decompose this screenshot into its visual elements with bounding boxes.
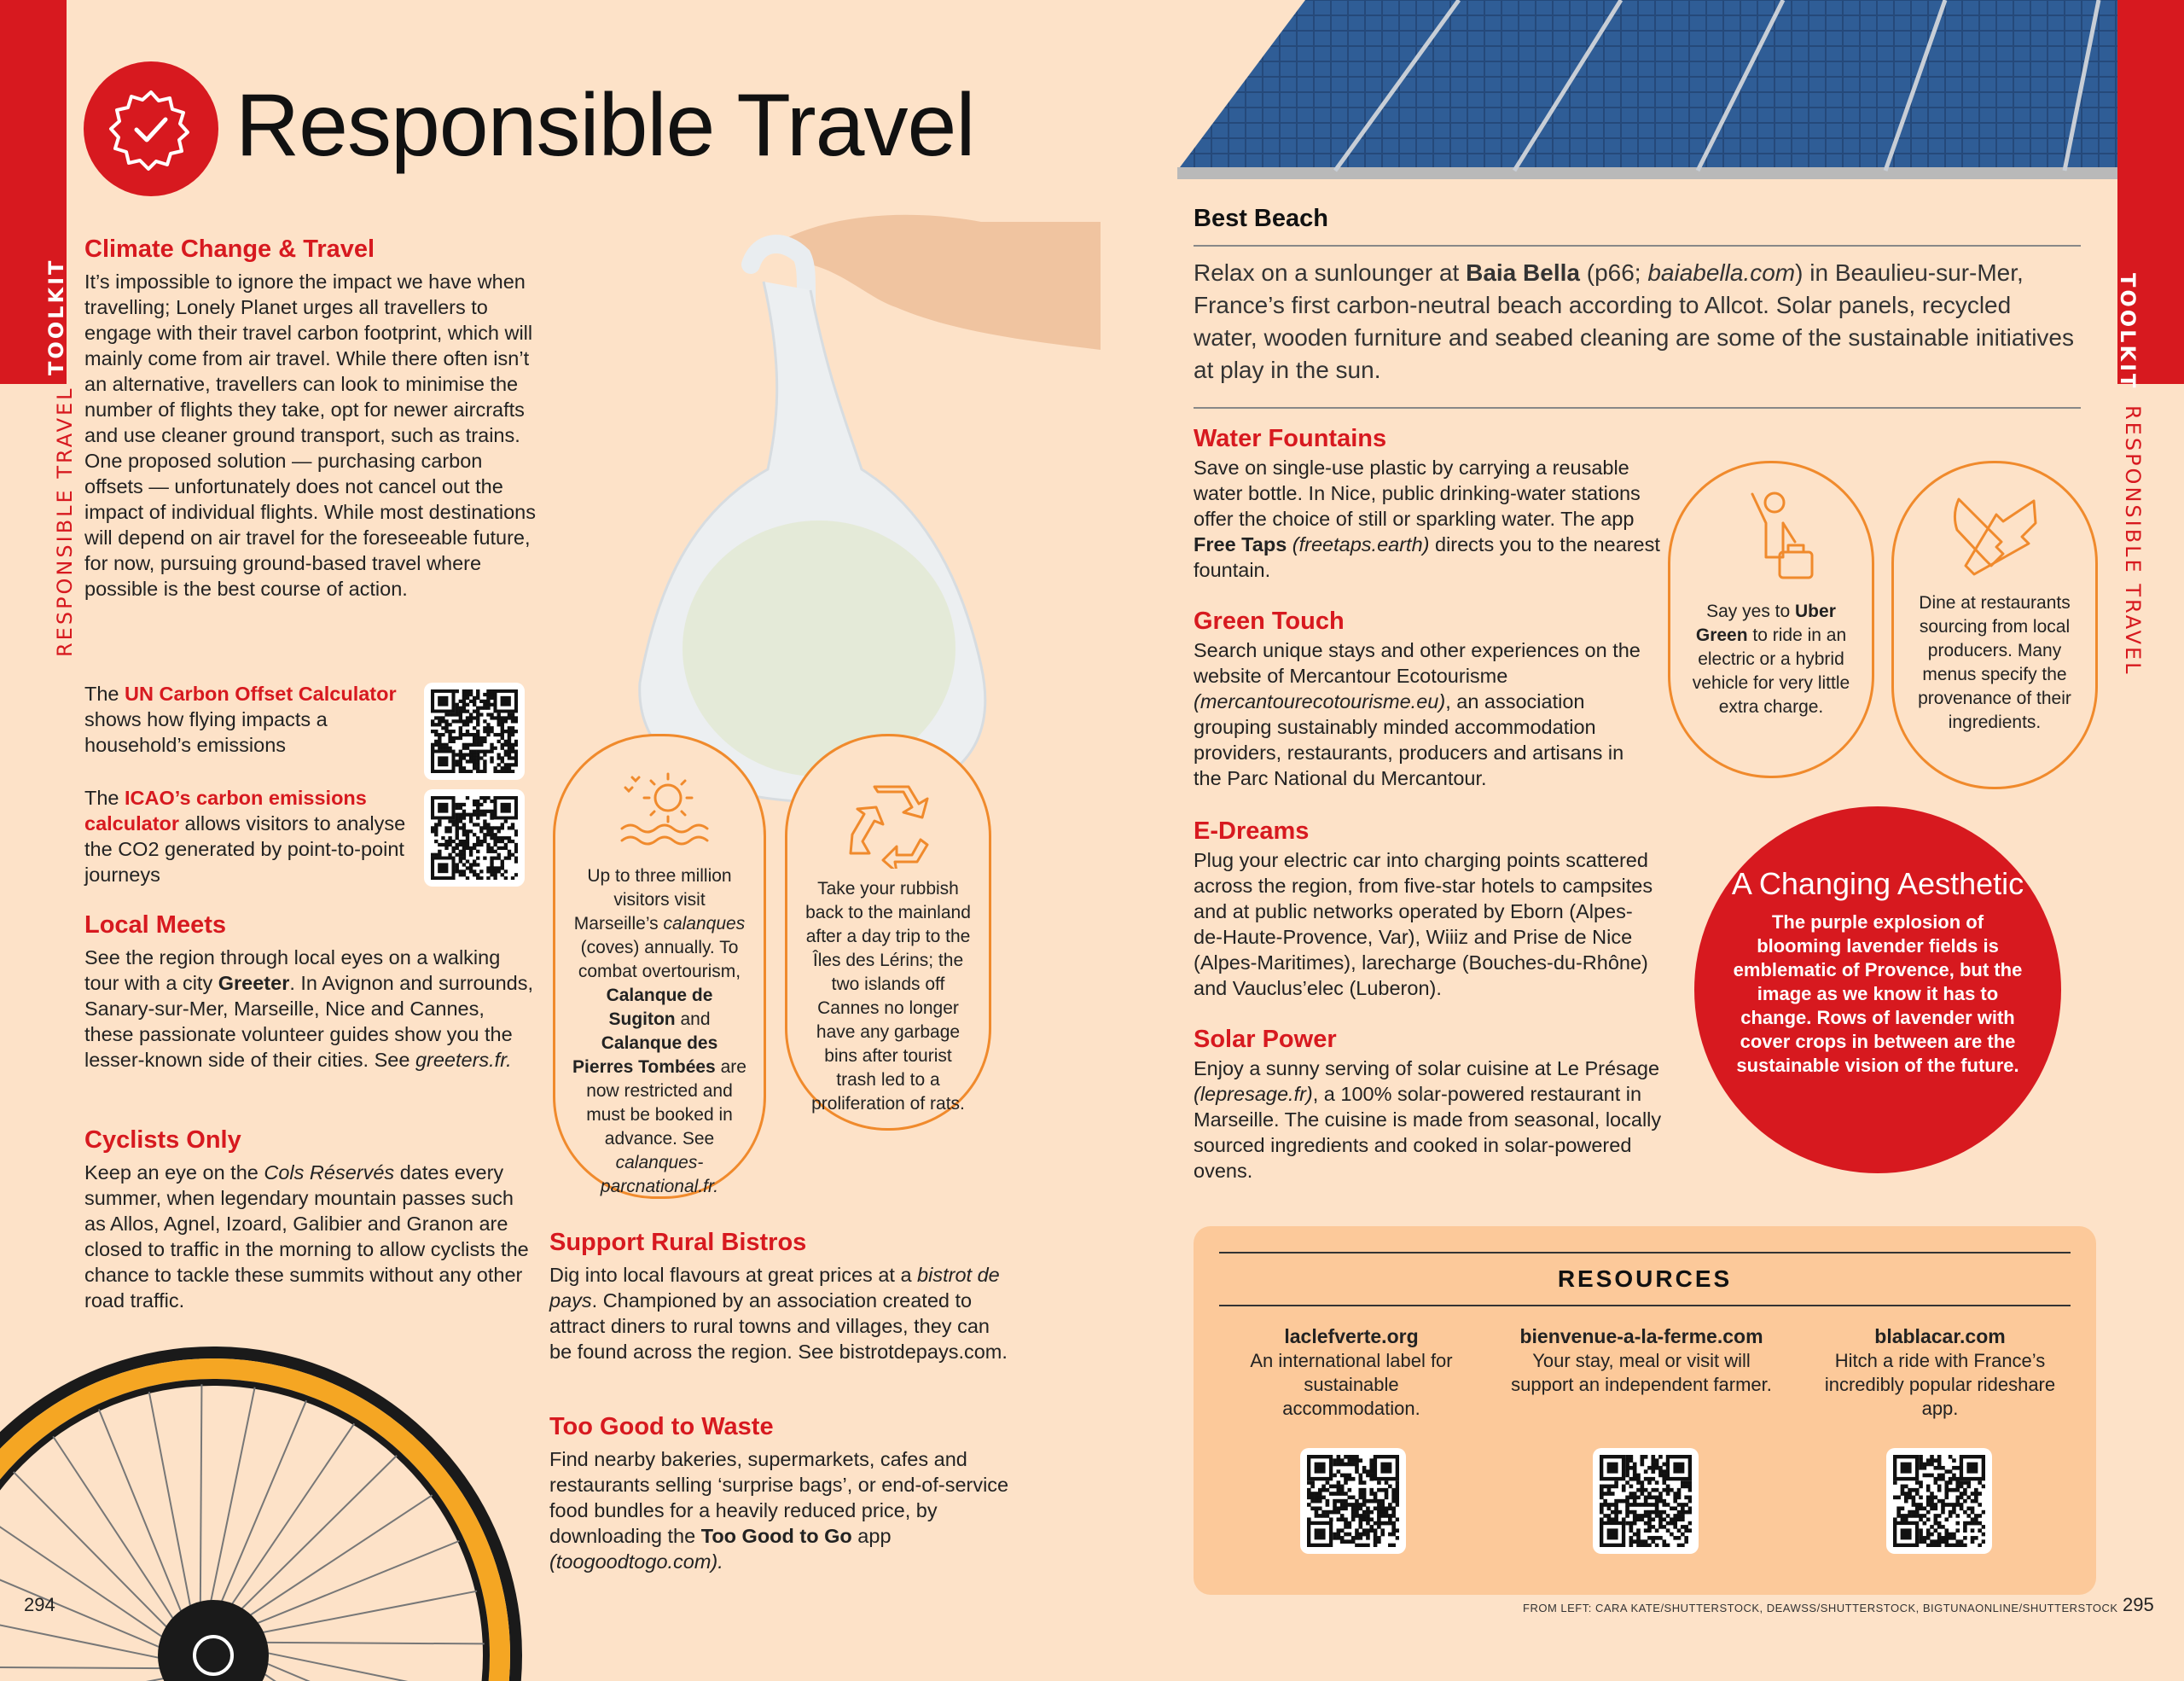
sun-waves-icon	[615, 762, 709, 856]
qr-code-un[interactable]	[424, 683, 525, 780]
solar-panel-image	[1177, 0, 2117, 179]
fountains-heading: Water Fountains	[1194, 425, 1387, 452]
resource-item: bienvenue-a-la-ferme.com Your stay, meal or visit will support an independent farmer.	[1511, 1325, 1772, 1395]
knife-fork-icon	[1950, 489, 2044, 583]
qr-code-blablacar[interactable]	[1886, 1448, 1992, 1554]
right-vertical-label: RESPONSIBLE TRAVEL	[2121, 405, 2145, 677]
recycle-icon	[844, 783, 938, 869]
right-tab-label: TOOLKIT	[2116, 273, 2140, 391]
resources-panel	[1194, 1226, 2096, 1595]
fountains-section: Water Fountains Save on single-use plastic by carrying a reusable water bottle. In Nice, public drinking-water stations offer the choice of still or sparkling water. The app Free Taps (freetaps.earth) directs you to the nearest fountain.	[1194, 425, 1667, 583]
calanques-circle: Up to three million visitors visit Marseille’s calanques (coves) annually. To combat overtourism, Calanque de Sugiton and Calanque des Pierres Tombées are now restricted and must be booked in advance. See calanques-parcnational.fr.	[553, 734, 766, 1199]
resource-site[interactable]: blablacar.com	[1874, 1325, 2006, 1347]
solar-heading: Solar Power	[1194, 1026, 1337, 1053]
page-number-left: 294	[24, 1594, 55, 1615]
dine-circle: Dine at restaurants sourcing from local producers. Many menus specify the provenance of their ingredients.	[1891, 461, 2098, 789]
photo-credits: FROM LEFT: CARA KATE/SHUTTERSTOCK, DEAWSS/SHUTTERSTOCK, BIGTUNAONLINE/SHUTTERSTOCK	[1523, 1602, 2118, 1614]
rubbish-circle: Take your rubbish back to the mainland after a day trip to the Îles des Lérins; the two islands off Cannes no longer have any garbage bins after tourist trash led to a proliferation of rats.	[785, 734, 991, 1131]
best-beach-section	[1194, 205, 2081, 409]
bistros-heading: Support Rural Bistros	[549, 1229, 807, 1256]
bistros-section: Support Rural Bistros Dig into local flavours at great prices at a bistrot de pays. Championed by an association created to attract diners to rural towns and villages, they can be found across the region. See bistrotdepays.com.	[549, 1229, 1014, 1364]
uber-green-circle: Say yes to Uber Green to ride in an electric or a hybrid vehicle for very little extra charge.	[1668, 461, 1874, 778]
qr-code-bienvenue[interactable]	[1593, 1448, 1699, 1554]
green-touch-heading: Green Touch	[1194, 608, 1345, 635]
left-vertical-label: RESPONSIBLE TRAVEL	[53, 386, 77, 657]
best-beach-body: Relax on a sunlounger at Baia Bella (p66; baiabella.com) in Beaulieu-sur-Mer, France’s first carbon-neutral beach according to Allcot. Solar panels, recycled water, wooden furniture and seabed cleaning are some of the sustainable initiatives at play in the sun.	[1194, 257, 2081, 409]
green-touch-section: Green Touch Search unique stays and other experiences on the website of Mercantour Ecotourisme (mercantourecotourisme.eu), an association grouping sustainably minded accommodation providers, restaurants, producers and artisans in the Parc National du Mercantour.	[1194, 608, 1654, 791]
page-title: Responsible Travel	[235, 76, 975, 175]
un-calculator-text: The UN Carbon Offset Calculator shows how flying impacts a household’s emissions	[84, 683, 397, 756]
aesthetic-circle	[1694, 806, 2061, 1173]
resource-site[interactable]: bienvenue-a-la-ferme.com	[1519, 1325, 1763, 1347]
edreams-heading: E-Dreams	[1194, 817, 1310, 845]
climate-body: It’s impossible to ignore the impact we have when travelling; Lonely Planet urges all travellers to engage with their travel carbon footprint, which will mainly come from air travel. While there often isn’t an alternative, travellers can look to minimise the number of flights they take, opt for newer aircrafts and use cleaner ground transport, such as trains. One proposed solution — purchasing carbon offsets — unfortunately does not cancel out the impact of individual flights. While most destinations will depend on air travel for the foreseeable future, for now, pursuing ground-based travel where possible is the best course of action.	[84, 270, 536, 600]
waste-section: Too Good to Waste Find nearby bakeries, supermarkets, cafes and restaurants selling ‘surprise bags’, or end-of-service food bundles for a heavily reduced price, by downloading the Too Good to Go app (toogoodtogo.com).	[549, 1413, 1014, 1574]
aesthetic-body: The purple explosion of blooming lavender fields is emblematic of Provence, but the image as we know it has to change. Rows of lavender with cover crops in between are the sustainable vision of the future.	[1733, 911, 2023, 1076]
icao-calculator-text: The ICAO’s carbon emissions calculator allows visitors to analyse the CO2 generated by point-to-point journeys	[84, 787, 406, 886]
aesthetic-title: A Changing Aesthetic	[1731, 866, 2024, 901]
edreams-section	[1194, 817, 1658, 1001]
climate-section	[84, 236, 537, 602]
cyclists-section: Cyclists Only Keep an eye on the Cols Réservés dates every summer, when legendary mountain passes such as Allos, Agnel, Izoard, Galibier and Granon are closed to traffic in the morning to allow cyclists the chance to tackle these summits without any other road traffic.	[84, 1126, 537, 1313]
traveller-luggage-icon	[1727, 489, 1821, 591]
climate-heading: Climate Change & Travel	[84, 236, 375, 263]
resource-site[interactable]: laclefverte.org	[1284, 1325, 1419, 1347]
edreams-body: Plug your electric car into charging points scattered across the region, from five-star hotels to campsites and at public networks operated by Eborn (Alpes-de-Haute-Provence, Var), Wiiiz and Prise de Nice (Alpes-Maritimes), larecharge (Bouches-du-Rhône) and Vauclus’elec (Luberon).	[1194, 849, 1653, 999]
resource-item: blablacar.com Hitch a ride with France’s incredibly popular rideshare app.	[1824, 1325, 2056, 1419]
best-beach-heading: Best Beach	[1194, 205, 2081, 247]
bicycle-wheel-image	[0, 1340, 529, 1681]
check-badge-icon	[84, 61, 218, 196]
left-tab-label: TOOLKIT	[44, 258, 68, 375]
local-meets-section: Local Meets See the region through local eyes on a walking tour with a city Greeter. In Avignon and surrounds, Sanary-sur-Mer, Marseille, Nice and Cannes, these passionate volunteer guides show you the lesser-known side of their cities. See greeters.fr.	[84, 911, 537, 1073]
resources-heading: RESOURCES	[1219, 1252, 2071, 1306]
cyclists-heading: Cyclists Only	[84, 1126, 241, 1154]
icao-calculator-link[interactable]: ICAO’s carbon emissions calculator	[84, 787, 367, 835]
resource-item: laclefverte.org An international label for sustainable accommodation.	[1250, 1325, 1453, 1419]
qr-code-laclefverte[interactable]	[1300, 1448, 1406, 1554]
local-meets-heading: Local Meets	[84, 911, 226, 939]
page-number-right: 295	[2123, 1594, 2154, 1615]
solar-section: Solar Power Enjoy a sunny serving of solar cuisine at Le Présage (lepresage.fr), a 100% solar-powered restaurant in Marseille. The cuisine is made from seasonal, locally sourced ingredients and cooked in solar-powered ovens.	[1194, 1026, 1667, 1184]
qr-code-icao[interactable]	[424, 789, 525, 887]
un-calculator-link[interactable]: UN Carbon Offset Calculator	[125, 683, 397, 705]
waste-heading: Too Good to Waste	[549, 1413, 774, 1440]
